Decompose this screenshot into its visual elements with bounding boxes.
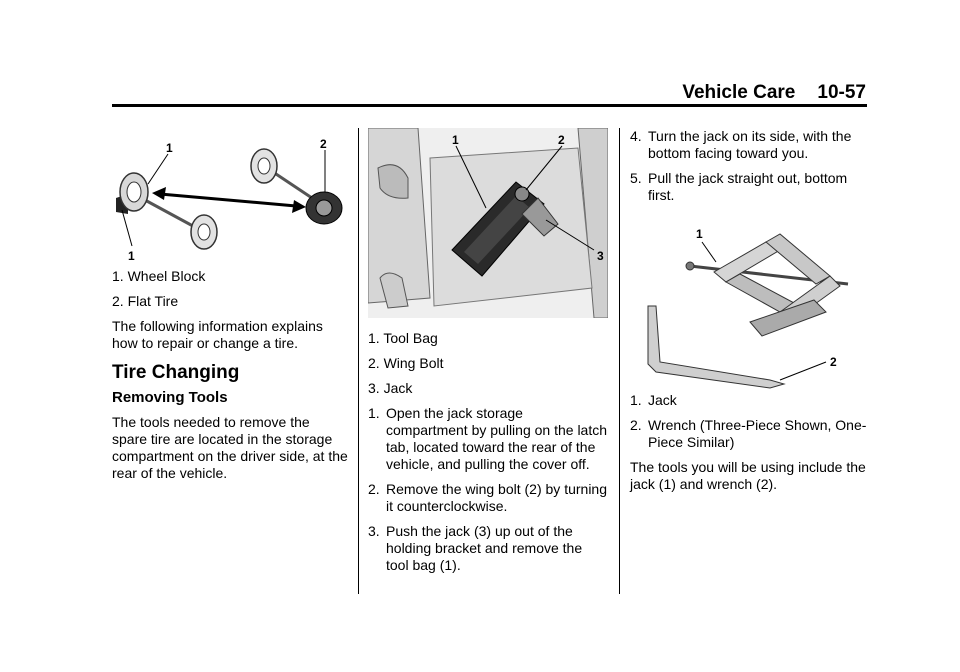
- intro-paragraph: The following information explains how to repair or change a tire.: [112, 318, 323, 351]
- step-2: 2. Remove the wing bolt (2) by turning it counterclockwise.: [368, 481, 607, 514]
- column-3: [630, 128, 870, 501]
- closing-paragraph: The tools you will be using include the jack (1) and wrench (2).: [630, 459, 866, 492]
- page-number: 10-57: [817, 82, 866, 103]
- caption-jack: 1. Jack: [630, 392, 677, 408]
- step-5: 5. Pull the jack straight out, bottom first.: [630, 170, 848, 203]
- caption-flat-tire: 2. Flat Tire: [112, 293, 179, 309]
- callout-2: 2: [320, 137, 327, 151]
- caption-wheel-block: 1. Wheel Block: [112, 268, 206, 284]
- caption-wing-bolt: 2. Wing Bolt: [368, 355, 444, 371]
- caption-tool-bag: 1. Tool Bag: [368, 330, 438, 346]
- section-heading: Tire Changing: [112, 362, 240, 383]
- sub-heading: Removing Tools: [112, 389, 228, 406]
- callout-2: 2: [830, 355, 837, 369]
- callout-2: 2: [558, 133, 565, 147]
- column-2: [368, 128, 608, 582]
- wheel-block-illustration: [112, 128, 348, 268]
- column-divider-1: [358, 128, 359, 594]
- caption-wrench: 2. Wrench (Three-Piece Shown, One-Piece Similar): [630, 417, 867, 450]
- column-divider-2: [619, 128, 620, 594]
- step-4: 4. Turn the jack on its side, with the bottom facing toward you.: [630, 128, 852, 161]
- callout-1: 1: [696, 227, 703, 241]
- callout-1-bottom: 1: [128, 249, 135, 263]
- section-title: Vehicle Care: [682, 82, 796, 103]
- callout-1-top: 1: [166, 141, 173, 155]
- callout-1: 1: [452, 133, 459, 147]
- removing-tools-paragraph: The tools needed to remove the spare tire are located in the storage compartment on the driver side, at the rear of the vehicle.: [112, 414, 348, 481]
- caption-jack: 3. Jack: [368, 380, 413, 396]
- callout-3: 3: [597, 249, 604, 263]
- page-header: [682, 82, 866, 104]
- jack-storage-illustration: [368, 128, 608, 318]
- column-1: [112, 128, 348, 490]
- step-1: 1. Open the jack storage compartment by pulling on the latch tab, located toward the rear of the vehicle, and pulling the cover off.: [368, 405, 608, 472]
- step-3: 3. Push the jack (3) up out of the holding bracket and remove the tool bag (1).: [368, 523, 583, 573]
- header-rule: [112, 104, 867, 107]
- jack-and-wrench-illustration: [630, 212, 870, 392]
